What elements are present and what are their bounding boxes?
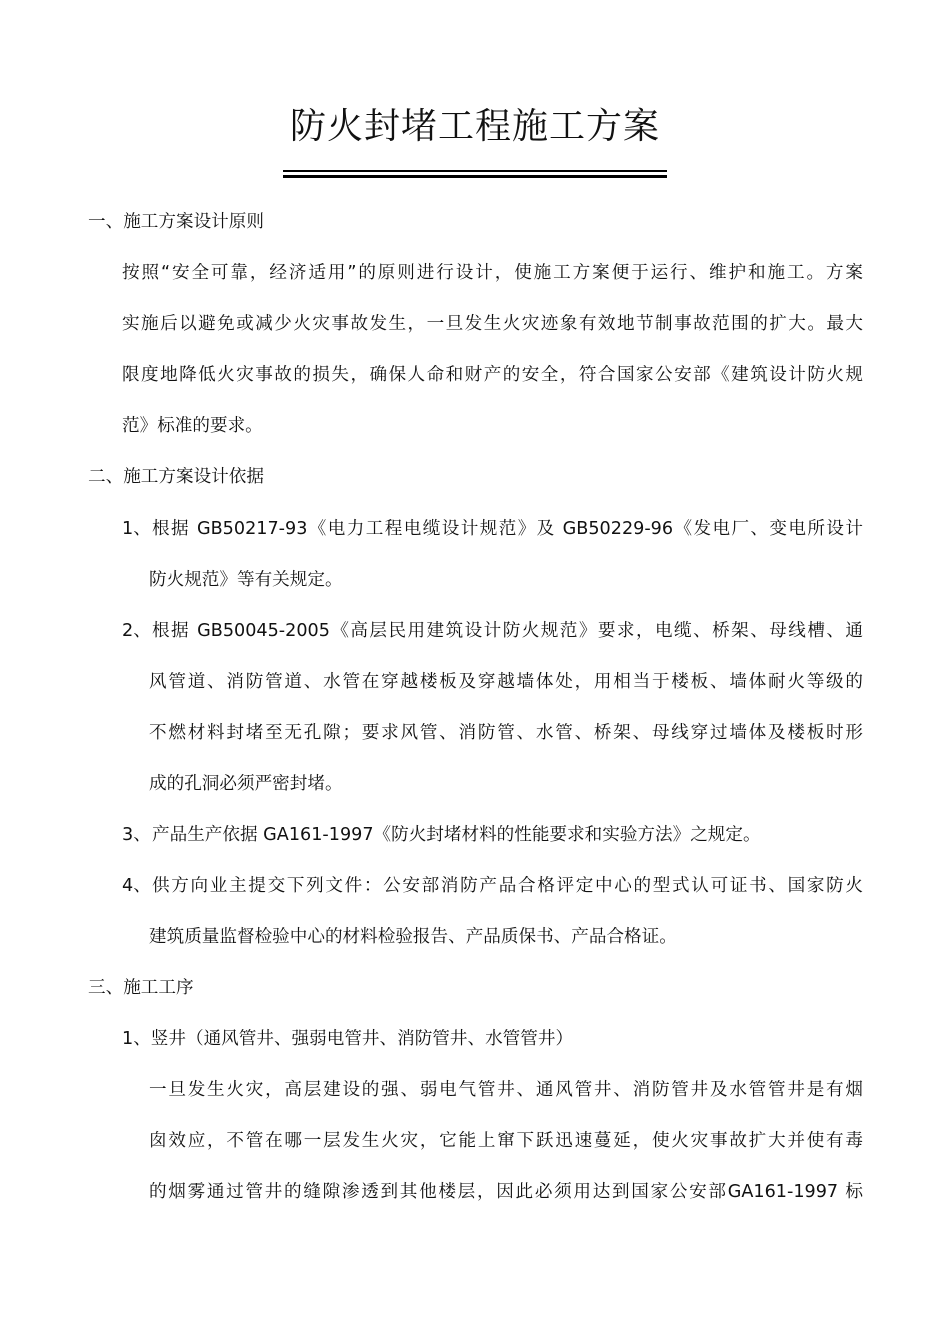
list-item-line: 成的孔洞必须严密封堵。: [149, 774, 343, 794]
paragraph-line: 囱效应，不管在哪一层发生火灾，它能上窜下跃迅速蔓延，使火灾事故扩大并使有毒: [149, 1131, 863, 1151]
paragraph-line: 范》标准的要求。: [122, 416, 263, 436]
sub-heading: 1、竖井（通风管井、强弱电管井、消防管井、水管管井）: [122, 1029, 574, 1049]
list-item-line: 供方向业主提交下列文件：公安部消防产品合格评定中心的型式认可证书、国家防火: [152, 876, 863, 896]
section-heading-3: 三、施工工序: [88, 978, 194, 998]
list-item-line: 防火规范》等有关规定。: [149, 570, 343, 590]
document-title: 防火封堵工程施工方案: [289, 106, 660, 147]
paragraph-line: 实施后以避免或减少火灾事故发生，一旦发生火灾迹象有效地节制事故范围的扩大。最大: [122, 314, 863, 334]
list-item-line: 根据 GB50217-93《电力工程电缆设计规范》及 GB50229-96《发电厂、变电所设计: [152, 519, 863, 539]
paragraph-line: 按照“安全可靠，经济适用”的原则进行设计，使施工方案便于运行、维护和施工。方案: [122, 263, 863, 283]
list-item-number: 3、: [122, 825, 151, 845]
list-item-line: 产品生产依据 GA161-1997《防火封堵材料的性能要求和实验方法》之规定。: [152, 825, 761, 845]
section-heading-1: 一、施工方案设计原则: [88, 212, 264, 232]
list-item-line: 建筑质量监督检验中心的材料检验报告、产品质保书、产品合格证。: [149, 927, 677, 947]
list-item-line: 不燃材料封堵至无孔隙；要求风管、消防管、水管、桥架、母线穿过墙体及楼板时形: [149, 723, 863, 743]
paragraph-line: 一旦发生火灾，高层建设的强、弱电气管井、通风管井、消防管井及水管管井是有烟: [149, 1080, 863, 1100]
list-item-number: 1、: [122, 519, 151, 539]
title-double-rule: [283, 170, 667, 178]
section-heading-2: 二、施工方案设计依据: [88, 467, 264, 487]
list-item-number: 2、: [122, 621, 151, 641]
list-item-line: 根据 GB50045-2005《高层民用建筑设计防火规范》要求，电缆、桥架、母线槽、通: [152, 621, 863, 641]
list-item-line: 风管道、消防管道、水管在穿越楼板及穿越墙体处，用相当于楼板、墙体耐火等级的: [149, 672, 863, 692]
paragraph-line: 限度地降低火灾事故的损失，确保人命和财产的安全，符合国家公安部《建筑设计防火规: [122, 365, 863, 385]
paragraph-line: 的烟雾通过管井的缝隙渗透到其他楼层，因此必须用达到国家公安部GA161-1997 标: [149, 1182, 863, 1202]
list-item-number: 4、: [122, 876, 151, 896]
